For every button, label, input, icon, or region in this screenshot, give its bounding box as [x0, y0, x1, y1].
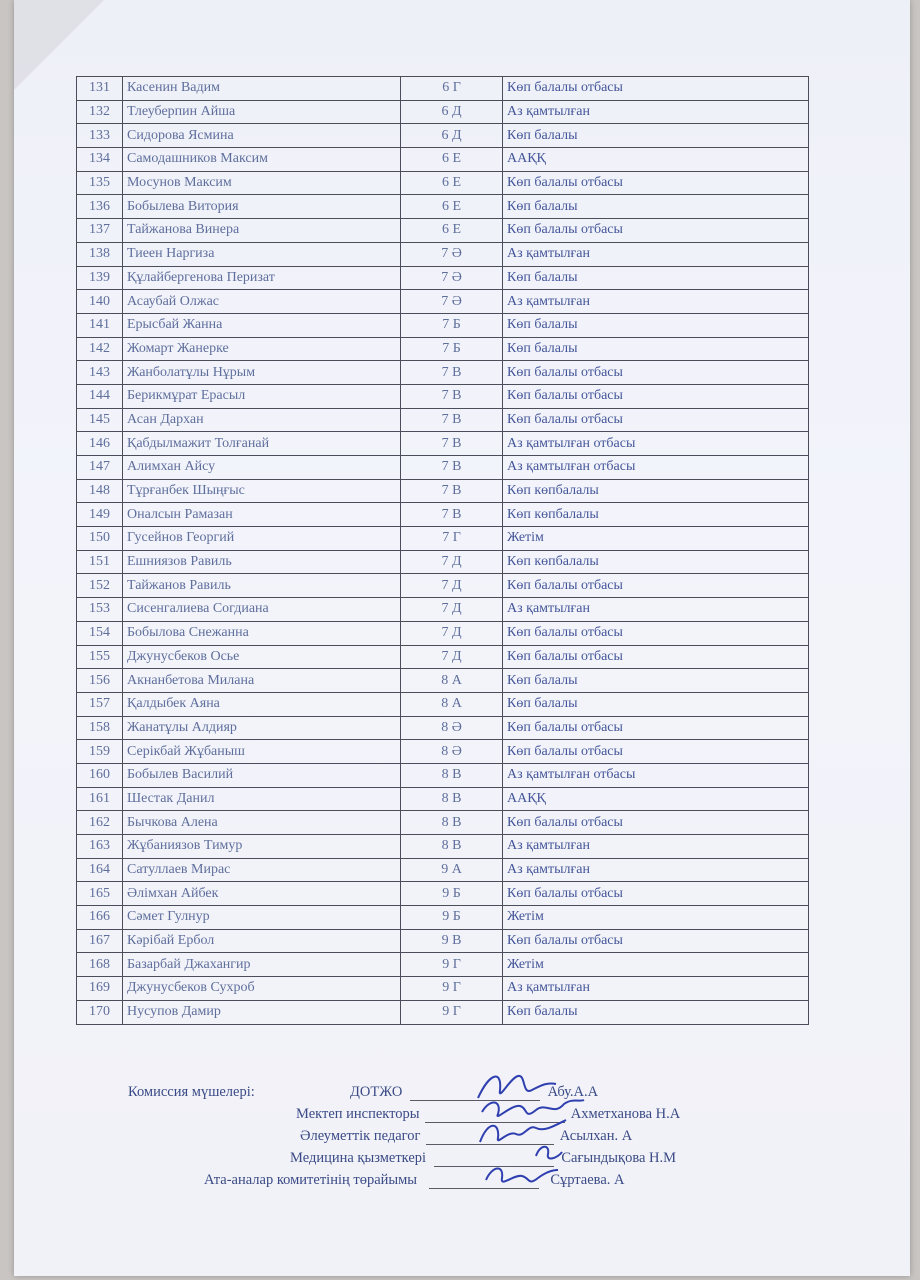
- status-cell: ААҚҚ: [503, 148, 809, 172]
- class-cell: 6 Е: [401, 171, 503, 195]
- table-row: [77, 171, 809, 195]
- row-number: 163: [77, 835, 123, 859]
- class-cell: 7 Б: [401, 313, 503, 337]
- row-number: 158: [77, 716, 123, 740]
- class-cell: 6 Д: [401, 100, 503, 124]
- table-row: [77, 432, 809, 456]
- class-cell: 8 Ә: [401, 716, 503, 740]
- class-cell: 7 В: [401, 384, 503, 408]
- status-cell: Көп балалы отбасы: [503, 621, 809, 645]
- row-number: 149: [77, 503, 123, 527]
- student-name: Жанболатұлы Нұрым: [123, 361, 401, 385]
- status-cell: Көп балалы отбасы: [503, 716, 809, 740]
- table-row: [77, 787, 809, 811]
- table-row: [77, 621, 809, 645]
- row-number: 135: [77, 171, 123, 195]
- student-name: Кәрібай Ербол: [123, 929, 401, 953]
- class-cell: 7 В: [401, 503, 503, 527]
- table-row: [77, 858, 809, 882]
- row-number: 132: [77, 100, 123, 124]
- role-label: Ата-аналар комитетінің төрайымы: [204, 1172, 418, 1188]
- table-row: [77, 266, 809, 290]
- class-cell: 6 Е: [401, 148, 503, 172]
- status-cell: Аз қамтылған: [503, 977, 809, 1001]
- status-cell: Көп балалы отбасы: [503, 811, 809, 835]
- table-row: [77, 882, 809, 906]
- student-name: Қалдыбек Аяна: [123, 692, 401, 716]
- status-cell: Көп балалы: [503, 1000, 809, 1024]
- row-number: 140: [77, 290, 123, 314]
- member-name: Сағындықова Н.М: [561, 1150, 677, 1166]
- status-cell: Көп көпбалалы: [503, 479, 809, 503]
- class-cell: 8 А: [401, 692, 503, 716]
- class-cell: 7 Д: [401, 550, 503, 574]
- row-number: 166: [77, 906, 123, 930]
- row-number: 161: [77, 787, 123, 811]
- student-name: Касенин Вадим: [123, 77, 401, 101]
- commission-signatures: [0, 1080, 920, 1220]
- status-cell: Көп балалы отбасы: [503, 574, 809, 598]
- status-cell: Аз қамтылған отбасы: [503, 456, 809, 480]
- row-number: 167: [77, 929, 123, 953]
- class-cell: 8 В: [401, 787, 503, 811]
- table-row: [77, 195, 809, 219]
- table-row: [77, 148, 809, 172]
- student-name: Мосунов Максим: [123, 171, 401, 195]
- student-name: Оналсын Рамазан: [123, 503, 401, 527]
- class-cell: 7 В: [401, 408, 503, 432]
- row-number: 160: [77, 763, 123, 787]
- student-name: Сәмет Гулнур: [123, 906, 401, 930]
- status-cell: Аз қамтылған: [503, 835, 809, 859]
- member-name: Ахметханова Н.А: [570, 1106, 681, 1122]
- handwritten-signature-5: [480, 1160, 560, 1192]
- student-name: Сатуллаев Мирас: [123, 858, 401, 882]
- student-name: Бобылова Снежанна: [123, 621, 401, 645]
- status-cell: Көп балалы отбасы: [503, 384, 809, 408]
- status-cell: Аз қамтылған отбасы: [503, 763, 809, 787]
- row-number: 134: [77, 148, 123, 172]
- status-cell: Көп балалы: [503, 195, 809, 219]
- table-row: [77, 811, 809, 835]
- row-number: 138: [77, 242, 123, 266]
- student-name: Серікбай Жұбаныш: [123, 740, 401, 764]
- status-cell: Аз қамтылған: [503, 858, 809, 882]
- class-cell: 9 А: [401, 858, 503, 882]
- status-cell: Көп балалы отбасы: [503, 929, 809, 953]
- row-number: 159: [77, 740, 123, 764]
- class-cell: 8 В: [401, 835, 503, 859]
- table-row: [77, 1000, 809, 1024]
- status-cell: Көп балалы: [503, 124, 809, 148]
- table-row: [77, 977, 809, 1001]
- status-cell: Көп балалы отбасы: [503, 171, 809, 195]
- student-name: Асан Дархан: [123, 408, 401, 432]
- student-name: Берикмұрат Ерасыл: [123, 384, 401, 408]
- student-name: Джунусбеков Сухроб: [123, 977, 401, 1001]
- signature-line-parent-committee: [204, 1172, 625, 1189]
- member-name: Сұртаева. А: [550, 1172, 625, 1188]
- table-row: [77, 242, 809, 266]
- row-number: 156: [77, 669, 123, 693]
- table-row: [77, 313, 809, 337]
- table-row: [77, 337, 809, 361]
- status-cell: Көп балалы отбасы: [503, 740, 809, 764]
- student-name: Бобылев Василий: [123, 763, 401, 787]
- table-row: [77, 692, 809, 716]
- signature-line-social-pedagogue: [300, 1128, 632, 1145]
- table-row: [77, 550, 809, 574]
- class-cell: 9 Г: [401, 977, 503, 1001]
- row-number: 142: [77, 337, 123, 361]
- row-number: 153: [77, 598, 123, 622]
- class-cell: 9 В: [401, 929, 503, 953]
- table-row: [77, 408, 809, 432]
- status-cell: Көп балалы отбасы: [503, 77, 809, 101]
- class-cell: 6 Е: [401, 195, 503, 219]
- table-row: [77, 953, 809, 977]
- table-row: [77, 527, 809, 551]
- status-cell: Жетім: [503, 906, 809, 930]
- student-name: Самодашников Максим: [123, 148, 401, 172]
- table-row: [77, 929, 809, 953]
- class-cell: 9 Б: [401, 906, 503, 930]
- class-cell: 7 Ә: [401, 290, 503, 314]
- student-name: Сисенгалиева Согдиана: [123, 598, 401, 622]
- student-roster-table: [76, 76, 809, 1025]
- class-cell: 7 В: [401, 432, 503, 456]
- class-cell: 8 В: [401, 763, 503, 787]
- table-row: [77, 763, 809, 787]
- status-cell: Көп балалы отбасы: [503, 408, 809, 432]
- status-cell: Көп балалы отбасы: [503, 882, 809, 906]
- row-number: 152: [77, 574, 123, 598]
- role-label: Медицина қызметкері: [290, 1150, 427, 1166]
- class-cell: 9 Б: [401, 882, 503, 906]
- row-number: 141: [77, 313, 123, 337]
- student-name: Жанатұлы Алдияр: [123, 716, 401, 740]
- student-name: Акнанбетова Милана: [123, 669, 401, 693]
- class-cell: 7 Д: [401, 574, 503, 598]
- row-number: 155: [77, 645, 123, 669]
- row-number: 157: [77, 692, 123, 716]
- table-row: [77, 835, 809, 859]
- student-name: Ешниязов Равиль: [123, 550, 401, 574]
- row-number: 164: [77, 858, 123, 882]
- student-name: Тлеуберпин Айша: [123, 100, 401, 124]
- table-row: [77, 716, 809, 740]
- row-number: 144: [77, 384, 123, 408]
- class-cell: 6 Е: [401, 219, 503, 243]
- student-name: Шестак Данил: [123, 787, 401, 811]
- student-name: Бобылева Витория: [123, 195, 401, 219]
- row-number: 133: [77, 124, 123, 148]
- row-number: 162: [77, 811, 123, 835]
- student-name: Базарбай Джахангир: [123, 953, 401, 977]
- table-row: [77, 503, 809, 527]
- table-row: [77, 574, 809, 598]
- row-number: 165: [77, 882, 123, 906]
- student-name: Алимхан Айсу: [123, 456, 401, 480]
- class-cell: 8 А: [401, 669, 503, 693]
- row-number: 146: [77, 432, 123, 456]
- student-name: Жомарт Жанерке: [123, 337, 401, 361]
- row-number: 148: [77, 479, 123, 503]
- class-cell: 7 Г: [401, 527, 503, 551]
- member-name: Абу.А.А: [547, 1084, 599, 1100]
- row-number: 136: [77, 195, 123, 219]
- table-row: [77, 906, 809, 930]
- status-cell: Көп көпбалалы: [503, 503, 809, 527]
- table-row: [77, 290, 809, 314]
- row-number: 151: [77, 550, 123, 574]
- roster-body: [77, 77, 809, 1025]
- class-cell: 7 В: [401, 479, 503, 503]
- status-cell: Көп балалы: [503, 337, 809, 361]
- class-cell: 7 Ә: [401, 266, 503, 290]
- student-name: Құлайбергенова Перизат: [123, 266, 401, 290]
- role-label: ДОТЖО: [350, 1084, 403, 1100]
- student-name: Тұрғанбек Шыңғыс: [123, 479, 401, 503]
- table-row: [77, 219, 809, 243]
- table-row: [77, 77, 809, 101]
- student-name: Тиеен Наргиза: [123, 242, 401, 266]
- class-cell: 8 В: [401, 811, 503, 835]
- status-cell: ААҚҚ: [503, 787, 809, 811]
- status-cell: Аз қамтылған: [503, 598, 809, 622]
- row-number: 145: [77, 408, 123, 432]
- table-row: [77, 100, 809, 124]
- student-name: Сидорова Ясмина: [123, 124, 401, 148]
- student-name: Бычкова Алена: [123, 811, 401, 835]
- table-row: [77, 124, 809, 148]
- student-name: Тайжанов Равиль: [123, 574, 401, 598]
- row-number: 131: [77, 77, 123, 101]
- class-cell: 8 Ә: [401, 740, 503, 764]
- class-cell: 7 Б: [401, 337, 503, 361]
- student-name: Гусейнов Георгий: [123, 527, 401, 551]
- role-label: Әлеуметтік педагог: [300, 1128, 421, 1144]
- table-row: [77, 479, 809, 503]
- class-cell: 9 Г: [401, 953, 503, 977]
- table-row: [77, 361, 809, 385]
- student-name: Жұбаниязов Тимур: [123, 835, 401, 859]
- role-label: Мектеп инспекторы: [296, 1106, 420, 1122]
- row-number: 170: [77, 1000, 123, 1024]
- row-number: 137: [77, 219, 123, 243]
- student-name: Нусупов Дамир: [123, 1000, 401, 1024]
- status-cell: Аз қамтылған отбасы: [503, 432, 809, 456]
- status-cell: Көп балалы отбасы: [503, 645, 809, 669]
- class-cell: 7 Д: [401, 645, 503, 669]
- table-row: [77, 456, 809, 480]
- class-cell: 7 Ә: [401, 242, 503, 266]
- row-number: 168: [77, 953, 123, 977]
- status-cell: Аз қамтылған: [503, 100, 809, 124]
- status-cell: Жетім: [503, 953, 809, 977]
- class-cell: 7 Д: [401, 598, 503, 622]
- class-cell: 6 Г: [401, 77, 503, 101]
- status-cell: Аз қамтылған: [503, 242, 809, 266]
- commission-heading: Комиссия мүшелері:: [128, 1084, 255, 1100]
- member-name: Асылхан. А: [559, 1128, 633, 1144]
- student-name: Тайжанова Винера: [123, 219, 401, 243]
- status-cell: Көп балалы: [503, 669, 809, 693]
- status-cell: Көп балалы: [503, 266, 809, 290]
- student-name: Ерысбай Жанна: [123, 313, 401, 337]
- class-cell: 9 Г: [401, 1000, 503, 1024]
- student-name: Асаубай Олжас: [123, 290, 401, 314]
- row-number: 169: [77, 977, 123, 1001]
- status-cell: Жетім: [503, 527, 809, 551]
- class-cell: 7 В: [401, 456, 503, 480]
- student-name: Әлімхан Айбек: [123, 882, 401, 906]
- student-name: Джунусбеков Осье: [123, 645, 401, 669]
- table-row: [77, 669, 809, 693]
- table-row: [77, 598, 809, 622]
- row-number: 154: [77, 621, 123, 645]
- status-cell: Көп балалы: [503, 313, 809, 337]
- status-cell: Аз қамтылған: [503, 290, 809, 314]
- class-cell: 6 Д: [401, 124, 503, 148]
- row-number: 150: [77, 527, 123, 551]
- table-row: [77, 384, 809, 408]
- table-row: [77, 645, 809, 669]
- row-number: 139: [77, 266, 123, 290]
- row-number: 147: [77, 456, 123, 480]
- status-cell: Көп көпбалалы: [503, 550, 809, 574]
- status-cell: Көп балалы отбасы: [503, 219, 809, 243]
- class-cell: 7 Д: [401, 621, 503, 645]
- status-cell: Көп балалы: [503, 692, 809, 716]
- class-cell: 7 В: [401, 361, 503, 385]
- table-row: [77, 740, 809, 764]
- row-number: 143: [77, 361, 123, 385]
- student-name: Қабдылмажит Толғанай: [123, 432, 401, 456]
- status-cell: Көп балалы отбасы: [503, 361, 809, 385]
